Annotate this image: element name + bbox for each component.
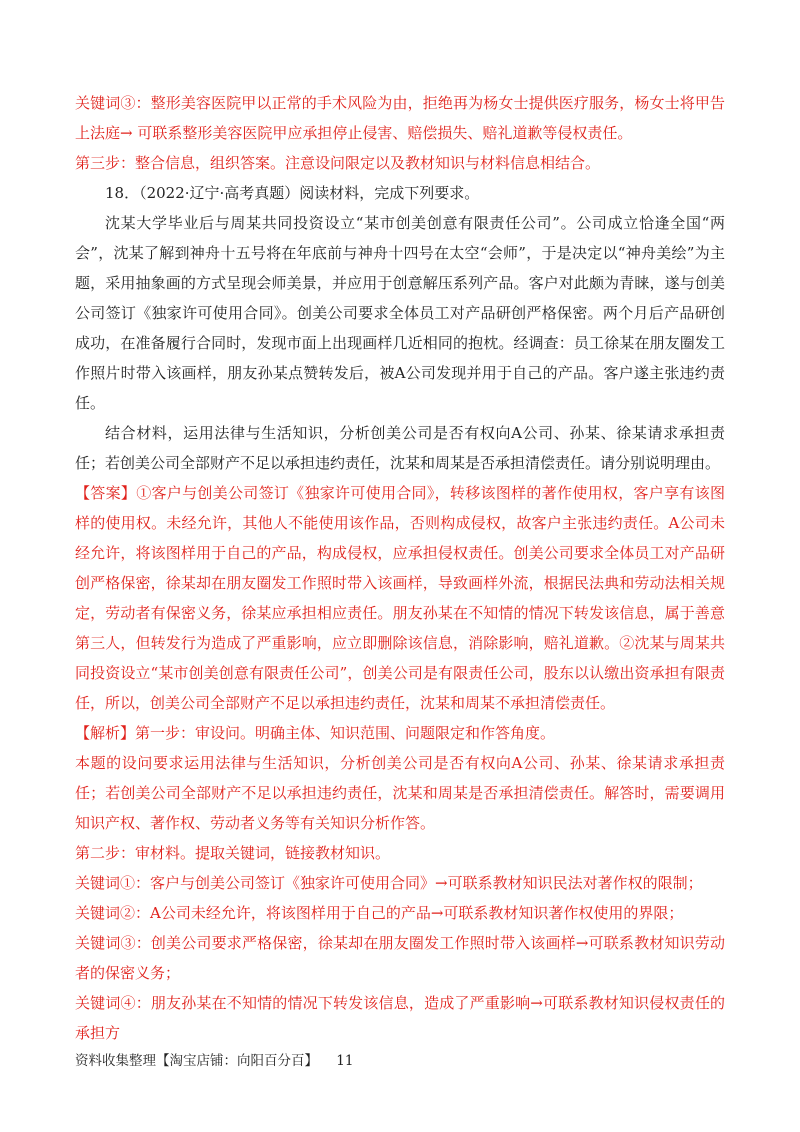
page-footer [75, 1049, 353, 1069]
analysis-requirement-paragraph: 本题的设问要求运用法律与生活知识，分析创美公司是否有权向A公司、孙某、徐某请求承担责任；若创美公司全部财产不足以承担违约责任，沈某和周某是否承担清偿责任。解答时，需要调用知识产权、著作权、劳动者义务等有关知识分析作答。 [75, 754, 725, 832]
question-prompt-paragraph: 结合材料，运用法律与生活知识，分析创美公司是否有权向A公司、孙某、徐某请求承担责任；若创美公司全部财产不足以承担违约责任，沈某和周某是否承担清偿责任。请分别说明理由。 [75, 424, 725, 472]
analysis-step-1-paragraph: 【解析】第一步：审设问。明确主体、知识范围、问题限定和作答角度。 [75, 724, 556, 742]
keyword-3b-paragraph: 关键词③：创美公司要求严格保密，徐某却在朋友圈发工作照时带入该画样→可联系教材知识劳动者的保密义务； [75, 934, 725, 982]
page-number: 11 [336, 1053, 354, 1069]
answer-paragraph: 【答案】①客户与创美公司签订《独家许可使用合同》，转移该图样的著作使用权，客户享有该图样的使用权。未经允许，其他人不能使用该作品，否则构成侵权，故客户主张违约责任。A公司未经允许，将该图样用于自己的产品，构成侵权，应承担侵权责任。创美公司要求全体员工对产品研创严格保密，徐某却在朋友圈发工作照时带入该画样，导致画样外流，根据民法典和劳动法相关规定，劳动者有保密义务，徐某应承担相应责任。朋友孙某在不知情的情况下转发该信息，属于善意第三人，但转发行为造成了严重影响，应立即删除该信息，消除影响，赔礼道歉。②沈某与周某共同投资设立“某市创美创意有限责任公司”，创美公司是有限责任公司，股东以认缴出资承担有限责任，所以，创美公司全部财产不足以承担违约责任，沈某和周某不承担清偿责任。 [75, 484, 725, 712]
document-body [75, 88, 725, 1048]
step-3-paragraph: 第三步：整合信息，组织答案。注意设问限定以及教材知识与材料信息相结合。 [75, 154, 601, 172]
material-paragraph: 沈某大学毕业后与周某共同投资设立“某市创美创意有限责任公司”。公司成立恰逢全国“两会”，沈某了解到神舟十五号将在年底前与神舟十四号在太空“会师”，于是决定以“神舟美绘”为主题，采用抽象画的方式呈现会师美景，并应用于创意解压系列产品。客户对此颇为青睐，遂与创美公司签订《独家许可使用合同》。创美公司要求全体员工对产品研创严格保密。两个月后产品研创成功，在准备履行合同时，发现市面上出现画样几近相同的抱枕。经调查：员工徐某在朋友圈发工作照片时带入该画样，朋友孙某点赞转发后，被A公司发现并用于自己的产品。客户遂主张违约责任。 [75, 214, 725, 412]
analysis-step-2-paragraph: 第二步：审材料。提取关键词，链接教材知识。 [75, 844, 391, 862]
keyword-3-paragraph: 关键词③：整形美容医院甲以正常的手术风险为由，拒绝再为杨女士提供医疗服务，杨女士将甲告上法庭→ 可联系整形美容医院甲应承担停止侵害、赔偿损失、赔礼道歉等侵权责任。 [75, 94, 725, 142]
footer-source: 资料收集整理【淘宝店铺：向阳百分百】 [75, 1053, 318, 1069]
keyword-1-paragraph: 关键词①：客户与创美公司签订《独家许可使用合同》→可联系教材知识民法对著作权的限制； [75, 874, 703, 892]
keyword-4-paragraph: 关键词④：朋友孙某在不知情的情况下转发该信息，造成了严重影响→可联系教材知识侵权责任的承担方 [75, 994, 725, 1042]
keyword-2-paragraph: 关键词②：A公司未经允许，将该图样用于自己的产品→可联系教材知识著作权使用的界限； [75, 904, 684, 922]
question-18-heading: 18．（2022·辽宁·高考真题）阅读材料，完成下列要求。 [105, 184, 480, 202]
